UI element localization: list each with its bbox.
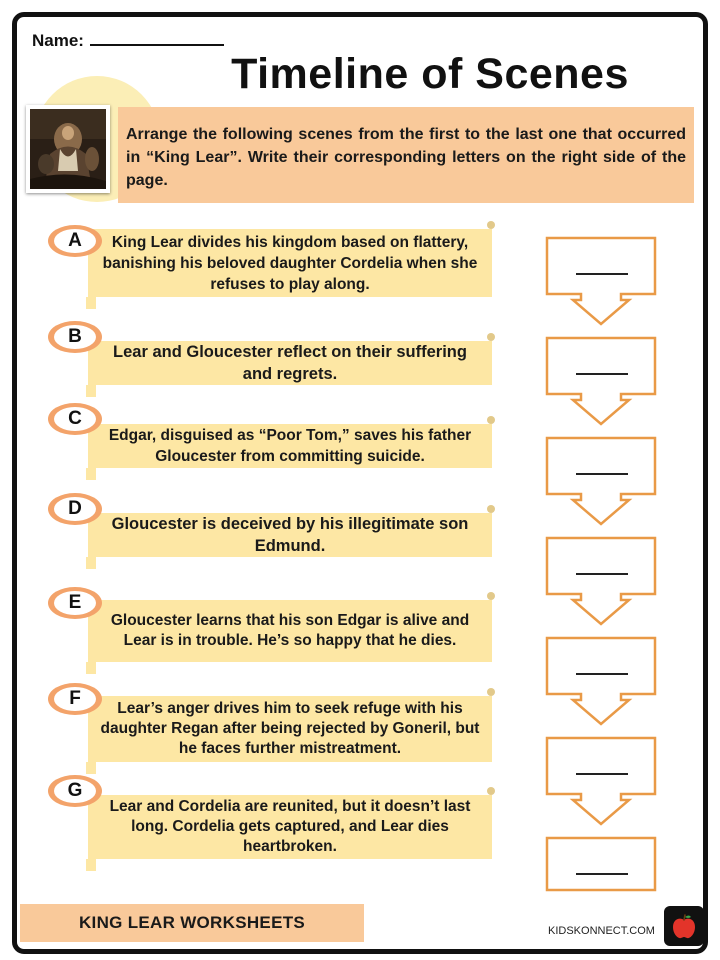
- scene-card-d: Gloucester is deceived by his illegitimate son Edmund.: [88, 513, 492, 557]
- name-label: Name:: [32, 31, 84, 50]
- instructions-box: Arrange the following scenes from the first to the last one that occurred in “King Lear”. Write their corresponding letters on the right side of the page.: [118, 107, 694, 203]
- answer-arrow-shape: [546, 237, 656, 325]
- scene-letter-e: E: [54, 591, 96, 615]
- scene-letter-g: G: [54, 779, 96, 803]
- answer-blank-line[interactable]: [576, 873, 628, 875]
- scene-letter-c: C: [54, 407, 96, 431]
- scene-letter-a: A: [54, 229, 96, 253]
- answer-box-3[interactable]: [546, 437, 656, 525]
- card-tail: [86, 762, 96, 774]
- scene-card-g: Lear and Cordelia are reunited, but it doesn’t last long. Cordelia gets captured, and Lear dies heartbroken.: [88, 795, 492, 859]
- answer-blank-line[interactable]: [576, 273, 628, 275]
- card-tail: [86, 297, 96, 309]
- scene-letter-b: B: [54, 325, 96, 349]
- scene-badge-b: [48, 321, 102, 353]
- scene-card-e: Gloucester learns that his son Edgar is alive and Lear is in trouble. He’s so happy that he dies.: [88, 600, 492, 662]
- answer-blank-line[interactable]: [576, 773, 628, 775]
- scene-card-a: King Lear divides his kingdom based on flattery, banishing his beloved daughter Cordelia when she refuses to play along.: [88, 229, 492, 297]
- scene-badge-f: [48, 683, 102, 715]
- card-tail: [86, 385, 96, 397]
- answer-blank-line[interactable]: [576, 373, 628, 375]
- answer-box-6[interactable]: [546, 737, 656, 825]
- answer-box-1[interactable]: [546, 237, 656, 325]
- answer-arrow-shape: [546, 337, 656, 425]
- name-row: [32, 30, 224, 51]
- page-title: Timeline of Scenes: [231, 50, 629, 98]
- scene-card-b: Lear and Gloucester reflect on their suffering and regrets.: [88, 341, 492, 385]
- scene-letter-f: F: [54, 687, 96, 711]
- answer-blank-line[interactable]: [576, 473, 628, 475]
- answer-blank-line[interactable]: [576, 573, 628, 575]
- scene-badge-d: [48, 493, 102, 525]
- answer-box-7[interactable]: [546, 837, 656, 891]
- scene-letter-d: D: [54, 497, 96, 521]
- king-lear-painting: [26, 105, 110, 193]
- scene-badge-e: [48, 587, 102, 619]
- card-tail: [86, 662, 96, 674]
- scene-card-f: Lear’s anger drives him to seek refuge with his daughter Regan after being rejected by Goneril, but he faces further mistreatment.: [88, 696, 492, 762]
- answer-box-2[interactable]: [546, 337, 656, 425]
- scene-badge-g: [48, 775, 102, 807]
- answer-arrow-shape: [546, 637, 656, 725]
- card-tail: [86, 557, 96, 569]
- footer-worksheet-label: KING LEAR WORKSHEETS: [20, 904, 364, 942]
- apple-icon: [664, 906, 704, 946]
- answer-box-5[interactable]: [546, 637, 656, 725]
- answer-arrow-shape: [546, 537, 656, 625]
- footer-site-link[interactable]: KIDSKONNECT.COM: [548, 925, 655, 937]
- scene-card-c: Edgar, disguised as “Poor Tom,” saves his father Gloucester from committing suicide.: [88, 424, 492, 468]
- name-blank-line[interactable]: [90, 30, 224, 46]
- scene-badge-c: [48, 403, 102, 435]
- answer-rect-shape: [546, 837, 656, 891]
- answer-arrow-shape: [546, 737, 656, 825]
- card-tail: [86, 859, 96, 871]
- answer-box-4[interactable]: [546, 537, 656, 625]
- scene-badge-a: [48, 225, 102, 257]
- answer-arrow-shape: [546, 437, 656, 525]
- card-tail: [86, 468, 96, 480]
- answer-blank-line[interactable]: [576, 673, 628, 675]
